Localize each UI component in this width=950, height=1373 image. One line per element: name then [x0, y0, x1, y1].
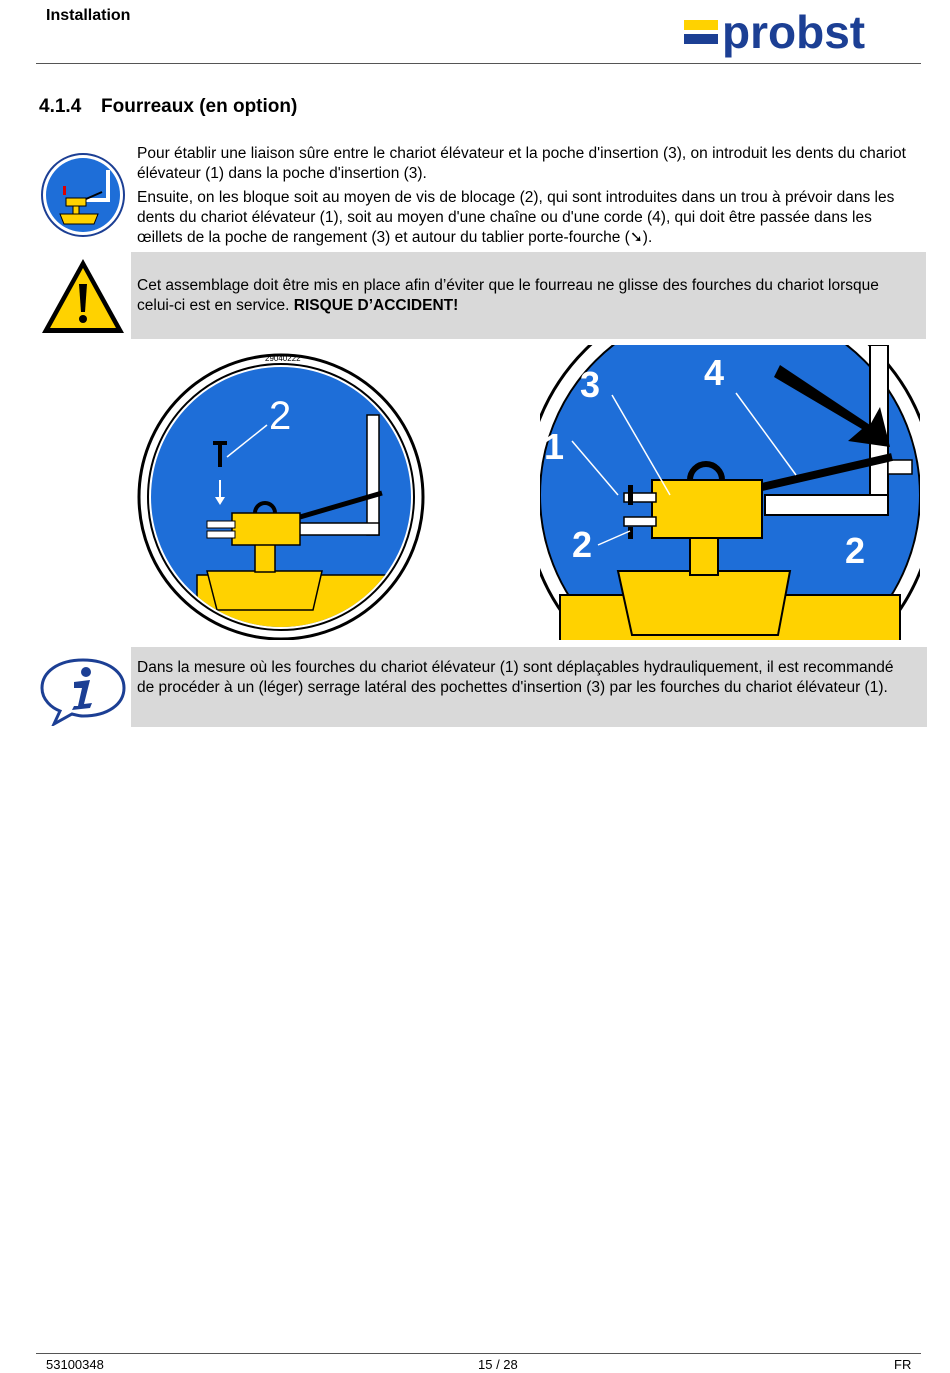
mandatory-action-icon	[40, 152, 126, 238]
warning-box	[131, 252, 926, 339]
figure-1-illustration	[137, 345, 427, 640]
section-title: Fourreaux (en option)	[101, 96, 298, 117]
page-number: 15 / 28	[478, 1357, 518, 1372]
callout-2: 2	[269, 394, 292, 438]
callout-2-right: 2	[845, 530, 866, 571]
warning-triangle-icon	[40, 256, 126, 336]
figure-code: 29040222	[265, 354, 301, 363]
body-paragraph-2: Ensuite, on les bloque soit au moyen de vis de blocage (2), qui sont introduites dans un trou à prévoir dans les dents du chariot élévateur (1), soit au moyen d'une chaîne ou d'une corde (4), qui doit être passée dans les œillets de la poche de rangement (3) et autour du tablier porte-fourche (➘).	[137, 189, 895, 246]
warning-emphasis: RISQUE D’ACCIDENT!	[293, 297, 459, 314]
callout-2-left: 2	[572, 524, 593, 565]
header-divider	[36, 63, 921, 64]
info-box	[131, 647, 927, 727]
section-heading	[39, 96, 297, 118]
section-label: Installation	[46, 7, 131, 24]
warning-text: Cet assemblage doit être mis en place afin d’éviter que le fourreau ne glisse des fourches du chariot lorsque celui-ci est en service. RISQUE D’ACCIDENT!	[137, 277, 879, 314]
figure-2-illustration	[540, 345, 920, 640]
info-text: Dans la mesure où les fourches du chariot élévateur (1) sont déplaçables hydrauliquement, il est recommandé de procéder à un (léger) serrage latéral des pochettes d'insertion (3) par les fourches du chariot élévateur (1).	[137, 659, 894, 696]
doc-number: 53100348	[46, 1357, 104, 1372]
language-code: FR	[894, 1357, 912, 1372]
section-number: 4.1.4	[39, 96, 82, 117]
body-paragraph-1: Pour établir une liaison sûre entre le chariot élévateur et la poche d'insertion (3), on introduit les dents du chariot élévateur (1) dans la poche d'insertion (3).	[137, 145, 906, 182]
info-icon	[38, 656, 128, 726]
callout-4: 4	[704, 352, 725, 393]
callout-1: 1	[544, 426, 565, 467]
callout-3: 3	[580, 364, 601, 405]
footer-divider	[36, 1353, 921, 1354]
probst-logo	[682, 8, 922, 60]
logo-text: probst	[722, 8, 866, 58]
